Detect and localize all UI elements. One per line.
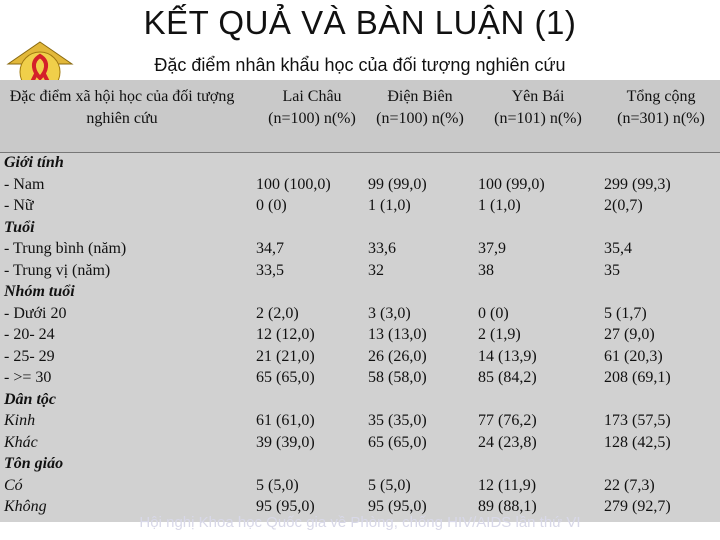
row-category-label: Tôn giáo <box>4 455 64 472</box>
table-cell: 13 (13,0) <box>368 326 427 343</box>
row-category-label: Dân tộc <box>4 390 56 408</box>
row-category-label: Giới tính <box>4 154 64 171</box>
table-cell: 85 (84,2) <box>478 369 537 386</box>
table-cell: 5 (5,0) <box>256 476 299 494</box>
slide-title: KẾT QUẢ VÀ BÀN LUẬN (1) <box>143 4 577 41</box>
table-cell <box>478 152 545 174</box>
table-cell: 0 (0) <box>478 304 509 322</box>
row-label: Có <box>4 476 23 494</box>
table-cell: 2 (2,0) <box>256 304 299 322</box>
row-label: - >= 30 <box>4 369 52 386</box>
column-total <box>604 152 671 518</box>
table-cell: 65 (65,0) <box>368 433 427 451</box>
table-cell: 77 (76,2) <box>478 412 537 429</box>
table-cell: 89 (88,1) <box>478 498 537 515</box>
table-cell: 35,4 <box>604 240 632 257</box>
row-label: - Trung vị (năm) <box>4 261 111 279</box>
column-characteristic <box>4 152 126 518</box>
table-cell <box>256 389 331 411</box>
table-cell: 32 <box>368 261 384 279</box>
row-label: - Dưới 20 <box>4 304 67 322</box>
table-cell: 35 (35,0) <box>368 412 427 429</box>
table-cell: 3 (3,0) <box>368 304 411 322</box>
column-yen-bai <box>478 152 545 518</box>
table-cell: 21 (21,0) <box>256 347 315 365</box>
table-cell: 58 (58,0) <box>368 369 427 386</box>
table-cell: 128 (42,5) <box>604 433 671 451</box>
header-total: Tổng cộng (n=301) n(%) <box>617 88 705 127</box>
row-label: Khác <box>4 433 38 451</box>
table-cell: 2(0,7) <box>604 197 643 214</box>
row-label: Không <box>4 498 47 515</box>
table-cell: 99 (99,0) <box>368 175 427 193</box>
table-cell: 33,5 <box>256 261 284 279</box>
table-cell: 208 (69,1) <box>604 369 671 386</box>
column-dien-bien <box>368 152 427 518</box>
table-cell: 12 (11,9) <box>478 476 537 494</box>
row-category-label: Nhóm tuổi <box>4 283 75 300</box>
table-cell <box>604 281 671 303</box>
table-cell <box>604 453 671 475</box>
table-cell: 26 (26,0) <box>368 347 427 365</box>
row-label: - Nữ <box>4 197 34 214</box>
table-cell <box>256 217 331 239</box>
table-cell: 5 (1,7) <box>604 304 647 322</box>
table-cell: 100 (100,0) <box>256 175 331 193</box>
table-cell: 0 (0) <box>256 197 287 214</box>
table-cell: 1 (1,0) <box>478 197 521 214</box>
table-cell <box>368 389 427 411</box>
table-cell: 65 (65,0) <box>256 369 315 386</box>
demographics-table <box>0 80 720 520</box>
table-cell: 14 (13,9) <box>478 347 537 365</box>
row-category-label: Tuổi <box>4 218 35 236</box>
table-cell: 24 (23,8) <box>478 433 537 451</box>
table-cell <box>604 217 671 239</box>
table-cell <box>368 152 427 174</box>
row-label: - Trung bình (năm) <box>4 240 127 257</box>
table-cell: 173 (57,5) <box>604 412 671 429</box>
row-label: Kinh <box>4 412 36 429</box>
table-cell <box>478 217 545 239</box>
header-characteristic: Đặc điểm xã hội học của đối tượng nghiên cứu <box>9 88 235 127</box>
table-cell <box>256 281 331 303</box>
table-cell <box>368 453 427 475</box>
header-lai-chau: Lai Châu (n=100) n(%) <box>268 88 356 127</box>
table-cell <box>368 281 427 303</box>
table-cell <box>368 217 427 239</box>
table-cell <box>604 152 671 174</box>
table-cell: 27 (9,0) <box>604 326 655 343</box>
table-cell: 38 <box>478 261 494 279</box>
table-cell: 35 <box>604 261 620 279</box>
slide-subtitle: Đặc điểm nhân khẩu học của đối tượng nghiên cứu <box>154 55 566 75</box>
table-cell <box>478 281 545 303</box>
table-cell: 95 (95,0) <box>256 498 315 515</box>
row-label: - 20- 24 <box>4 326 55 343</box>
row-label: - Nam <box>4 175 45 193</box>
table-cell: 22 (7,3) <box>604 476 655 494</box>
table-cell: 37,9 <box>478 240 506 257</box>
table-cell <box>478 389 545 411</box>
header-dien-bien: Điện Biên (n=100) n(%) <box>376 88 464 127</box>
table-cell: 33,6 <box>368 240 396 257</box>
header-yen-bai: Yên Bái (n=101) n(%) <box>494 88 582 127</box>
table-cell: 1 (1,0) <box>368 197 411 214</box>
table-cell: 39 (39,0) <box>256 433 315 451</box>
table-cell: 5 (5,0) <box>368 476 411 494</box>
table-cell: 34,7 <box>256 240 284 257</box>
table-cell <box>256 152 331 174</box>
table-cell: 61 (61,0) <box>256 412 315 429</box>
table-cell: 100 (99,0) <box>478 175 545 193</box>
table-cell: 12 (12,0) <box>256 326 315 343</box>
column-lai-chau <box>256 152 331 518</box>
table-cell: 279 (92,7) <box>604 498 671 515</box>
table-cell <box>256 453 331 475</box>
table-cell: 299 (99,3) <box>604 175 671 193</box>
table-cell: 61 (20,3) <box>604 347 663 365</box>
row-label: - 25- 29 <box>4 347 55 365</box>
table-cell: 95 (95,0) <box>368 498 427 515</box>
conference-footer: Hội nghị Khoa học Quốc gia về Phòng, chống HIV/AIDS lần thứ VI <box>139 514 581 531</box>
table-cell <box>604 389 671 411</box>
table-cell: 2 (1,9) <box>478 326 521 343</box>
table-cell <box>478 453 545 475</box>
